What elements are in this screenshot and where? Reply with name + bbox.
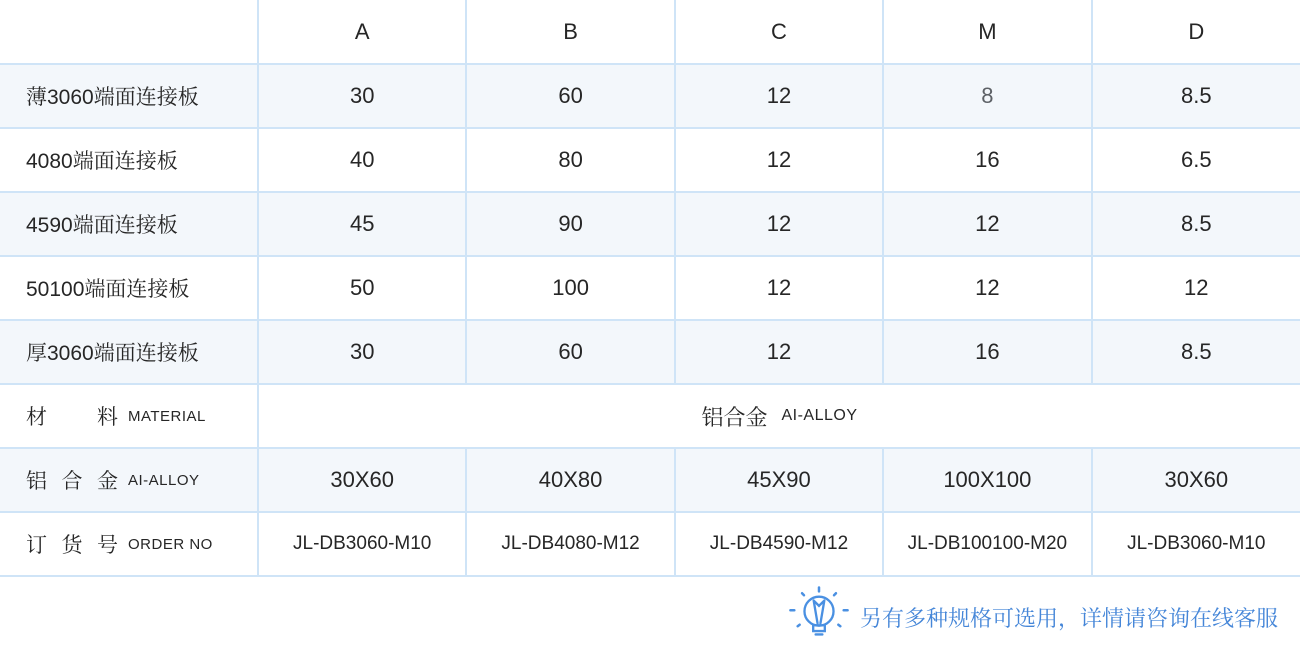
cell-a: 45 <box>258 192 466 256</box>
cell-b: 100 <box>466 256 674 320</box>
row-label: 厚3060端面连接板 <box>0 320 258 384</box>
more-specs-note <box>788 586 1278 648</box>
order-row-label <box>0 512 258 576</box>
row-label: 50100端面连接板 <box>0 256 258 320</box>
row-label: 薄3060端面连接板 <box>0 64 258 128</box>
header-col-c: C <box>675 0 883 64</box>
header-col-b: B <box>466 0 674 64</box>
cell-m: 12 <box>883 192 1091 256</box>
material-row <box>0 384 1300 448</box>
header-col-m: M <box>883 0 1091 64</box>
cell-order-d: JL-DB3060-M10 <box>1092 512 1300 576</box>
alloy-size-row <box>0 448 1300 512</box>
cell-order-m: JL-DB100100-M20 <box>883 512 1091 576</box>
cell-m: 12 <box>883 256 1091 320</box>
material-value-cell <box>258 384 1300 448</box>
table-row <box>0 64 1300 128</box>
cell-size-a: 30X60 <box>258 448 466 512</box>
material-value-zh: 铝合金 <box>701 404 768 430</box>
cell-c: 12 <box>675 320 883 384</box>
material-value-en: AI-ALLOY <box>781 407 858 424</box>
material-row-label <box>0 384 258 448</box>
cell-d: 8.5 <box>1092 192 1300 256</box>
cell-b: 80 <box>466 128 674 192</box>
header-row <box>0 0 1300 64</box>
order-label-en: ORDER NO <box>128 535 213 553</box>
cell-order-a: JL-DB3060-M10 <box>258 512 466 576</box>
row-label: 4590端面连接板 <box>0 192 258 256</box>
note-text[interactable]: 另有多种规格可选用，详情请咨询在线客服 <box>860 605 1279 631</box>
cell-size-d: 30X60 <box>1092 448 1300 512</box>
cell-m: 8 <box>883 64 1091 128</box>
cell-order-c: JL-DB4590-M12 <box>675 512 883 576</box>
cell-a: 30 <box>258 64 466 128</box>
cell-a: 40 <box>258 128 466 192</box>
alloy-label-zh: 铝 合 金 <box>26 470 118 493</box>
table-row <box>0 128 1300 192</box>
material-label-en: MATERIAL <box>128 407 206 425</box>
order-no-row <box>0 512 1300 576</box>
row-label: 4080端面连接板 <box>0 128 258 192</box>
cell-b: 60 <box>466 64 674 128</box>
alloy-label-en: AI-ALLOY <box>128 471 200 489</box>
cell-c: 12 <box>675 128 883 192</box>
cell-c: 12 <box>675 64 883 128</box>
alloy-row-label <box>0 448 258 512</box>
cell-c: 12 <box>675 192 883 256</box>
cell-d: 8.5 <box>1092 64 1300 128</box>
table-row <box>0 320 1300 384</box>
cell-a: 30 <box>258 320 466 384</box>
cell-b: 90 <box>466 192 674 256</box>
order-label-zh: 订 货 号 <box>26 534 118 557</box>
cell-size-b: 40X80 <box>466 448 674 512</box>
header-col-d: D <box>1092 0 1300 64</box>
cell-m: 16 <box>883 320 1091 384</box>
cell-d: 6.5 <box>1092 128 1300 192</box>
cell-a: 50 <box>258 256 466 320</box>
header-col-a: A <box>258 0 466 64</box>
cell-size-m: 100X100 <box>883 448 1091 512</box>
header-empty-cell <box>0 0 258 64</box>
cell-size-c: 45X90 <box>675 448 883 512</box>
cell-d: 12 <box>1092 256 1300 320</box>
cell-d: 8.5 <box>1092 320 1300 384</box>
cell-b: 60 <box>466 320 674 384</box>
lightbulb-icon <box>788 586 850 648</box>
table-row <box>0 192 1300 256</box>
cell-order-b: JL-DB4080-M12 <box>466 512 674 576</box>
table-row <box>0 256 1300 320</box>
cell-c: 12 <box>675 256 883 320</box>
material-label-zh: 材 料 <box>26 406 118 429</box>
cell-m: 16 <box>883 128 1091 192</box>
